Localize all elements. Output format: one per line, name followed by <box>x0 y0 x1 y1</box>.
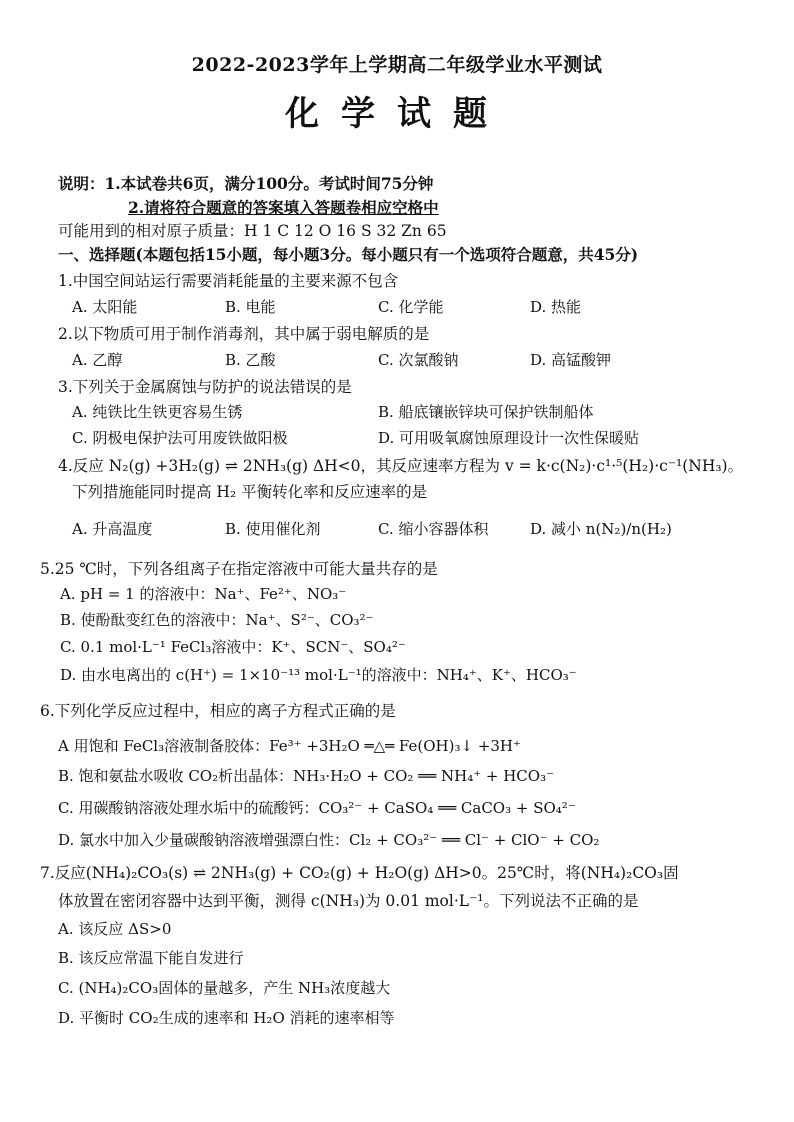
q7-option-c: C. (NH₄)₂CO₃固体的量越多，产生 NH₃浓度越大 <box>58 979 391 997</box>
q2-option-d: D. 高锰酸钾 <box>530 351 612 369</box>
q7-stem: 7.反应(NH₄)₂CO₃(s) ⇌ 2NH₃(g) + CO₂(g) + H₂O(g) ΔH>0。25℃时，将(NH₄)₂CO₃固 <box>40 864 679 882</box>
q7-stem-line2: 体放置在密闭容器中达到平衡，测得 c(NH₃)为 0.01 mol·L⁻¹。下列说法不正确的是 <box>58 892 639 910</box>
exam-title: 2022-2023学年上学期高二年级学业水平测试 <box>191 54 603 76</box>
q1-option-c: C. 化学能 <box>378 298 444 316</box>
q7-option-b: B. 该反应常温下能自发进行 <box>58 949 244 967</box>
q5-option-a: A. pH = 1 的溶液中：Na⁺、Fe²⁺、NO₃⁻ <box>60 585 347 603</box>
q1-option-b: B. 电能 <box>225 298 276 316</box>
instructions-line2: 2.请将符合题意的答案填入答题卷相应空格中 <box>128 198 439 217</box>
q4-stem: 4.反应 N₂(g) +3H₂(g) ⇌ 2NH₃(g) ΔH<0，其反应速率方程为 v = k·c(N₂)·c¹·⁵(H₂)·c⁻¹(NH₃)。 <box>58 457 744 475</box>
atomic-masses: 可能用到的相对原子质量：H 1 C 12 O 16 S 32 Zn 65 <box>58 222 447 240</box>
instructions-line1: 说明：1.本试卷共6页，满分100分。考试时间75分钟 <box>58 174 434 193</box>
q2-option-c: C. 次氯酸钠 <box>378 351 459 369</box>
q4-option-d: D. 减小 n(N₂)/n(H₂) <box>530 520 672 538</box>
q2-option-b: B. 乙酸 <box>225 351 276 369</box>
q6-stem: 6.下列化学反应过程中，相应的离子方程式正确的是 <box>40 702 396 720</box>
q6-option-a: A 用饱和 FeCl₃溶液制备胶体：Fe³⁺ +3H₂O ═△═ Fe(OH)₃↓ +3H⁺ <box>58 737 521 755</box>
q1-option-d: D. 热能 <box>530 298 582 316</box>
q5-option-b: B. 使酚酞变红色的溶液中：Na⁺、S²⁻、CO₃²⁻ <box>60 611 374 629</box>
q4-option-b: B. 使用催化剂 <box>225 520 321 538</box>
q5-option-c: C. 0.1 mol·L⁻¹ FeCl₃溶液中：K⁺、SCN⁻、SO₄²⁻ <box>60 638 406 656</box>
q1-stem: 1.中国空间站运行需要消耗能量的主要来源不包含 <box>58 272 399 290</box>
q6-option-c: C. 用碳酸钠溶液处理水垢中的硫酸钙：CO₃²⁻ + CaSO₄ ══ CaCO₃ + SO₄²⁻ <box>58 799 576 817</box>
q6-option-b: B. 饱和氨盐水吸收 CO₂析出晶体：NH₃·H₂O + CO₂ ══ NH₄⁺ + HCO₃⁻ <box>58 767 555 785</box>
q3-stem: 3.下列关于金属腐蚀与防护的说法错误的是 <box>58 378 352 396</box>
q4-option-a: A. 升高温度 <box>72 520 153 538</box>
q4-stem-line2: 下列措施能同时提高 H₂ 平衡转化率和反应速率的是 <box>72 483 428 501</box>
q5-stem: 5.25 ℃时，下列各组离子在指定溶液中可能大量共存的是 <box>40 560 438 578</box>
q3-option-d: D. 可用吸氧腐蚀原理设计一次性保暖贴 <box>378 429 640 447</box>
q2-stem: 2.以下物质可用于制作消毒剂，其中属于弱电解质的是 <box>58 325 430 343</box>
q7-option-d: D. 平衡时 CO₂生成的速率和 H₂O 消耗的速率相等 <box>58 1009 395 1027</box>
q4-option-c: C. 缩小容器体积 <box>378 520 489 538</box>
q7-option-a: A. 该反应 ΔS>0 <box>58 920 172 938</box>
q5-option-d: D. 由水电离出的 c(H⁺) = 1×10⁻¹³ mol·L⁻¹的溶液中：NH₄⁺、K⁺、HCO₃⁻ <box>60 666 577 684</box>
q2-option-a: A. 乙醇 <box>72 351 123 369</box>
subject-title: 化学试题 <box>285 94 509 134</box>
q3-option-b: B. 船底镶嵌锌块可保护铁制船体 <box>378 403 594 421</box>
q3-option-a: A. 纯铁比生铁更容易生锈 <box>72 403 243 421</box>
section1-heading: 一、选择题(本题包括15小题，每小题3分。每小题只有一个选项符合题意，共45分) <box>58 245 639 264</box>
q3-option-c: C. 阴极电保护法可用废铁做阳极 <box>72 429 288 447</box>
q1-option-a: A. 太阳能 <box>72 298 138 316</box>
q6-option-d: D. 氯水中加入少量碳酸钠溶液增强漂白性：Cl₂ + CO₃²⁻ ══ Cl⁻ + ClO⁻ + CO₂ <box>58 831 600 849</box>
